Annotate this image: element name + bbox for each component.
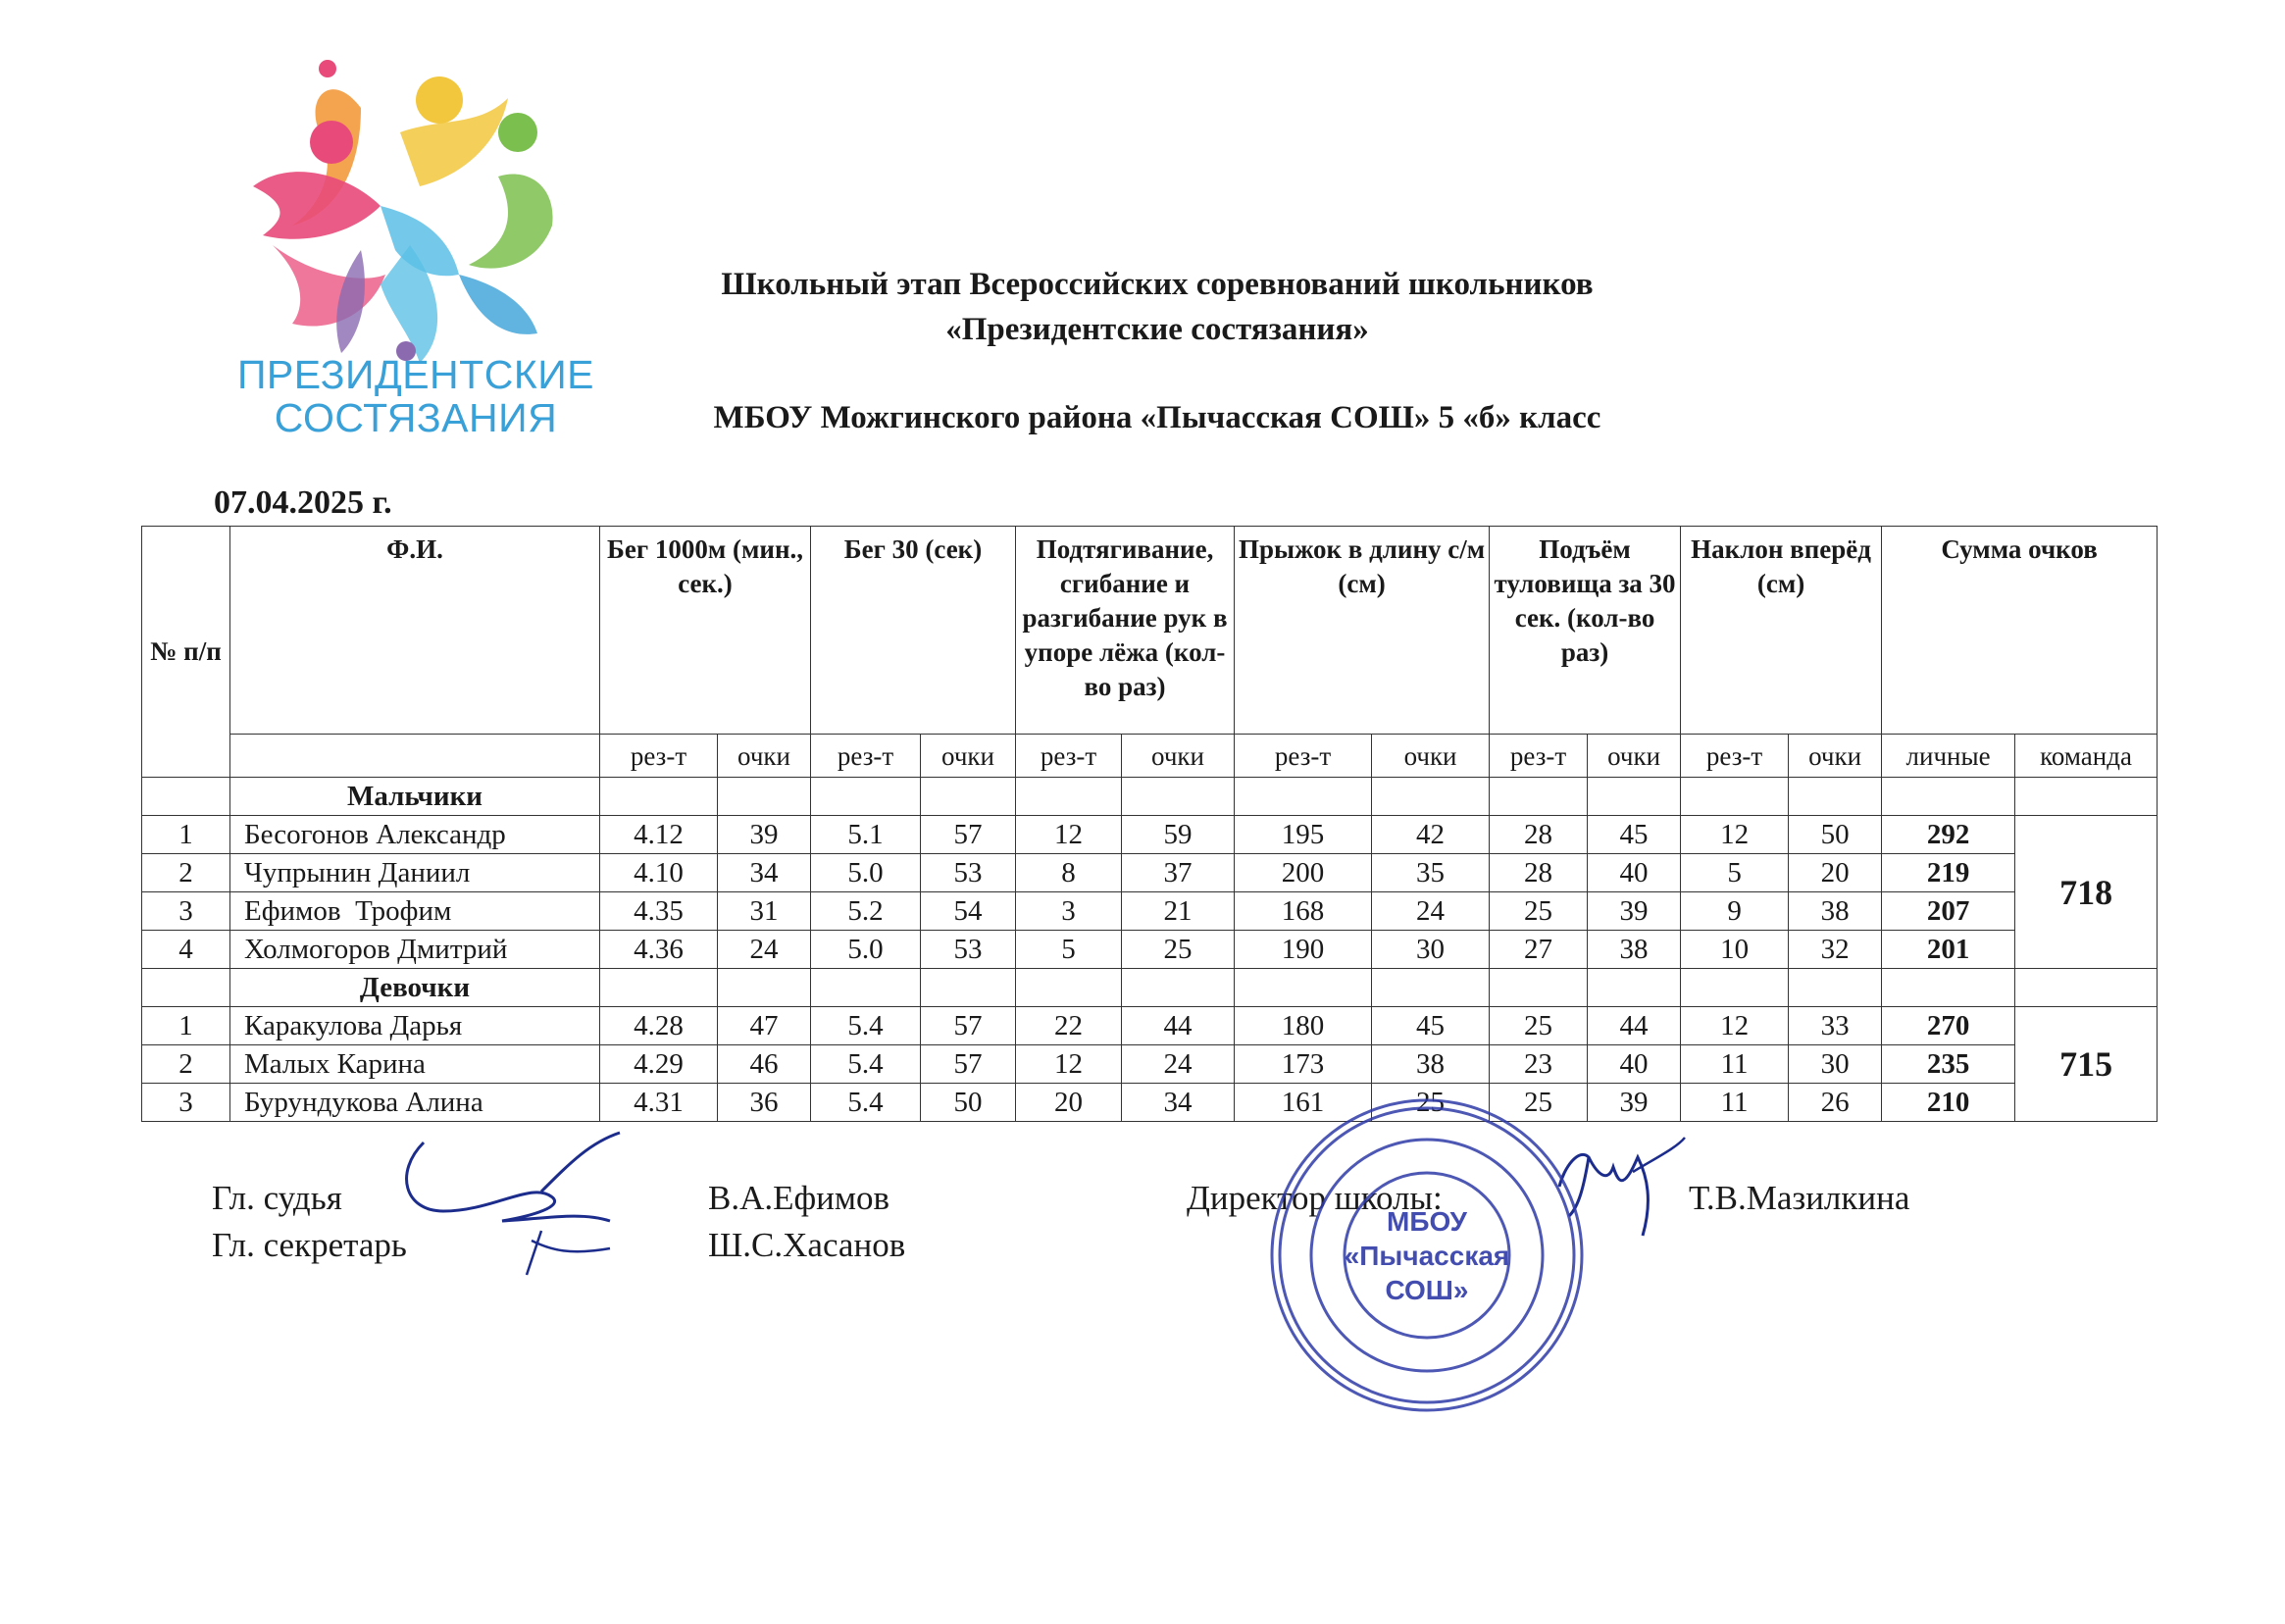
cell-pullups-points: 34: [1122, 1084, 1235, 1122]
cell-pullups-points: 44: [1122, 1007, 1235, 1045]
cell-bend-points: 32: [1789, 931, 1882, 969]
cell-pullups: 12: [1016, 1045, 1122, 1084]
header-run30: Бег 30 (сек): [811, 527, 1016, 735]
cell-run1000-points: 39: [718, 816, 811, 854]
cell-jump: 200: [1235, 854, 1372, 892]
table-row: [142, 1045, 2158, 1084]
table-row: [142, 816, 2158, 854]
subheader-points: очки: [921, 735, 1016, 778]
subheader-team: команда: [2015, 735, 2158, 778]
header-run1000: Бег 1000м (мин., сек.): [600, 527, 811, 735]
cell-bend-points: 38: [1789, 892, 1882, 931]
cell-bend-points: 30: [1789, 1045, 1882, 1084]
cell-situps: 28: [1490, 816, 1588, 854]
cell-situps: 23: [1490, 1045, 1588, 1084]
judge-signature-icon: [384, 1084, 639, 1280]
header-situps: Подъём туловища за 30 сек. (кол-во раз): [1490, 527, 1681, 735]
judge-name: В.А.Ефимов: [708, 1179, 890, 1217]
cell-pullups-points: 59: [1122, 816, 1235, 854]
cell-run1000-points: 31: [718, 892, 811, 931]
table-row: [142, 931, 2158, 969]
cell-name: Каракулова Дарья: [230, 1007, 600, 1045]
cell-bend: 11: [1681, 1084, 1789, 1122]
cell-pullups: 12: [1016, 816, 1122, 854]
cell-bend: 12: [1681, 1007, 1789, 1045]
header-total: Сумма очков: [1882, 527, 2158, 735]
cell-run30-points: 57: [921, 1045, 1016, 1084]
subheader-points: очки: [1372, 735, 1490, 778]
table-row: [142, 892, 2158, 931]
cell-run30: 5.4: [811, 1045, 921, 1084]
cell-personal-total: 292: [1882, 816, 2015, 854]
director-name: Т.В.Мазилкина: [1689, 1179, 1910, 1217]
cell-run30: 5.0: [811, 931, 921, 969]
subheader-result: рез-т: [1235, 735, 1372, 778]
cell-jump-points: 25: [1372, 1084, 1490, 1122]
subheader-result: рез-т: [1681, 735, 1789, 778]
cell-jump: 168: [1235, 892, 1372, 931]
cell-run1000: 4.36: [600, 931, 718, 969]
cell-num: 1: [142, 816, 230, 854]
header-jump: Прыжок в длину с/м (см): [1235, 527, 1490, 735]
cell-run1000-points: 36: [718, 1084, 811, 1122]
school-line: МБОУ Можгинского района «Пычасская СОШ» 5 «б» класс: [713, 400, 1601, 435]
cell-run1000: 4.31: [600, 1084, 718, 1122]
logo-line-2: СОСТЯЗАНИЯ: [274, 395, 558, 440]
cell-personal-total: 207: [1882, 892, 2015, 931]
cell-bend-points: 50: [1789, 816, 1882, 854]
cell-run1000-points: 47: [718, 1007, 811, 1045]
cell-personal-total: 219: [1882, 854, 2015, 892]
cell-jump-points: 38: [1372, 1045, 1490, 1084]
cell-name: Холмогоров Дмитрий: [230, 931, 600, 969]
cell-jump-points: 35: [1372, 854, 1490, 892]
cell-run1000: 4.29: [600, 1045, 718, 1084]
cell-bend: 11: [1681, 1045, 1789, 1084]
cell-run1000-points: 46: [718, 1045, 811, 1084]
cell-run1000: 4.28: [600, 1007, 718, 1045]
cell-name: Бурундукова Алина: [230, 1084, 600, 1122]
cell-run1000: 4.12: [600, 816, 718, 854]
subheader-points: очки: [1122, 735, 1235, 778]
cell-bend-points: 26: [1789, 1084, 1882, 1122]
cell-bend-points: 33: [1789, 1007, 1882, 1045]
cell-pullups: 8: [1016, 854, 1122, 892]
cell-jump: 195: [1235, 816, 1372, 854]
cell-num: 2: [142, 854, 230, 892]
cell-pullups: 5: [1016, 931, 1122, 969]
cell-name: Чупрынин Даниил: [230, 854, 600, 892]
cell-situps: 25: [1490, 1084, 1588, 1122]
cell-pullups: 22: [1016, 1007, 1122, 1045]
cell-situps: 25: [1490, 1007, 1588, 1045]
cell-bend-points: 20: [1789, 854, 1882, 892]
cell-num: 3: [142, 1084, 230, 1122]
cell-bend: 5: [1681, 854, 1789, 892]
cell-bend: 10: [1681, 931, 1789, 969]
cell-num: 2: [142, 1045, 230, 1084]
cell-situps-points: 39: [1588, 892, 1681, 931]
group-label-boys: Мальчики: [230, 778, 600, 816]
table-row: [142, 854, 2158, 892]
cell-bend: 12: [1681, 816, 1789, 854]
stamp-line-3: СОШ»: [1385, 1275, 1469, 1305]
cell-team-total-boys: 718: [2015, 816, 2158, 969]
cell-situps-points: 38: [1588, 931, 1681, 969]
cell-name: Малых Карина: [230, 1045, 600, 1084]
cell-run1000: 4.10: [600, 854, 718, 892]
school-stamp: [1265, 1093, 1589, 1417]
cell-name: Бесогонов Александр: [230, 816, 600, 854]
secretary-label: Гл. секретарь: [212, 1226, 407, 1264]
subheader-empty: [230, 735, 600, 778]
cell-name: Ефимов Трофим: [230, 892, 600, 931]
cell-situps: 28: [1490, 854, 1588, 892]
date-label: 07.04.2025 г.: [214, 484, 392, 521]
cell-run30: 5.2: [811, 892, 921, 931]
cell-pullups-points: 24: [1122, 1045, 1235, 1084]
title-line-2: «Президентские состязания»: [945, 312, 1369, 347]
subheader-points: очки: [718, 735, 811, 778]
group-label-girls: Девочки: [230, 969, 600, 1007]
header-name: Ф.И.: [230, 527, 600, 735]
cell-pullups-points: 37: [1122, 854, 1235, 892]
cell-num: 3: [142, 892, 230, 931]
subheader-personal: личные: [1882, 735, 2015, 778]
logo-figures-icon: [253, 60, 553, 363]
cell-run30: 5.4: [811, 1084, 921, 1122]
cell-run30: 5.1: [811, 816, 921, 854]
secretary-name: Ш.С.Хасанов: [708, 1226, 906, 1264]
cell-personal-total: 235: [1882, 1045, 2015, 1084]
title-line-1: Школьный этап Всероссийских соревнований школьников: [721, 267, 1594, 302]
cell-run30-points: 53: [921, 931, 1016, 969]
cell-run30: 5.4: [811, 1007, 921, 1045]
cell-personal-total: 270: [1882, 1007, 2015, 1045]
cell-run1000: 4.35: [600, 892, 718, 931]
cell-run30-points: 54: [921, 892, 1016, 931]
cell-run30: 5.0: [811, 854, 921, 892]
cell-jump: 161: [1235, 1084, 1372, 1122]
cell-jump-points: 45: [1372, 1007, 1490, 1045]
header-bend: Наклон вперёд (см): [1681, 527, 1882, 735]
stamp-line-1: МБОУ: [1387, 1206, 1467, 1237]
table-row: [142, 1007, 2158, 1045]
subheader-points: очки: [1789, 735, 1882, 778]
cell-team-total-girls: 715: [2015, 1007, 2158, 1122]
cell-pullups-points: 25: [1122, 931, 1235, 969]
cell-jump: 190: [1235, 931, 1372, 969]
header-num: № п/п: [142, 527, 230, 778]
cell-num: 1: [142, 1007, 230, 1045]
subheader-points: очки: [1588, 735, 1681, 778]
cell-personal-total: 201: [1882, 931, 2015, 969]
cell-pullups-points: 21: [1122, 892, 1235, 931]
cell-situps-points: 40: [1588, 854, 1681, 892]
judge-label: Гл. судья: [212, 1179, 342, 1217]
cell-situps-points: 45: [1588, 816, 1681, 854]
cell-situps-points: 39: [1588, 1084, 1681, 1122]
cell-personal-total: 210: [1882, 1084, 2015, 1122]
cell-run30-points: 50: [921, 1084, 1016, 1122]
cell-situps: 27: [1490, 931, 1588, 969]
cell-jump-points: 30: [1372, 931, 1490, 969]
cell-jump-points: 42: [1372, 816, 1490, 854]
cell-run30-points: 53: [921, 854, 1016, 892]
director-label: Директор школы:: [1187, 1179, 1443, 1217]
cell-jump-points: 24: [1372, 892, 1490, 931]
subheader-result: рез-т: [811, 735, 921, 778]
cell-run1000-points: 24: [718, 931, 811, 969]
stamp-line-2: «Пычасская: [1344, 1241, 1510, 1271]
cell-situps-points: 44: [1588, 1007, 1681, 1045]
subheader-result: рез-т: [1490, 735, 1588, 778]
cell-situps-points: 40: [1588, 1045, 1681, 1084]
cell-jump: 173: [1235, 1045, 1372, 1084]
cell-run1000-points: 34: [718, 854, 811, 892]
cell-jump: 180: [1235, 1007, 1372, 1045]
subheader-result: рез-т: [1016, 735, 1122, 778]
cell-num: 4: [142, 931, 230, 969]
cell-run30-points: 57: [921, 1007, 1016, 1045]
cell-pullups: 3: [1016, 892, 1122, 931]
subheader-result: рез-т: [600, 735, 718, 778]
logo-line-1: ПРЕЗИДЕНТСКИЕ: [236, 352, 595, 397]
results-table: [141, 526, 2158, 1122]
cell-pullups: 20: [1016, 1084, 1122, 1122]
cell-situps: 25: [1490, 892, 1588, 931]
cell-bend: 9: [1681, 892, 1789, 931]
cell-run30-points: 57: [921, 816, 1016, 854]
header-pullups: Подтягивание, сгибание и разгибание рук в упоре лёжа (кол-во раз): [1016, 527, 1235, 735]
